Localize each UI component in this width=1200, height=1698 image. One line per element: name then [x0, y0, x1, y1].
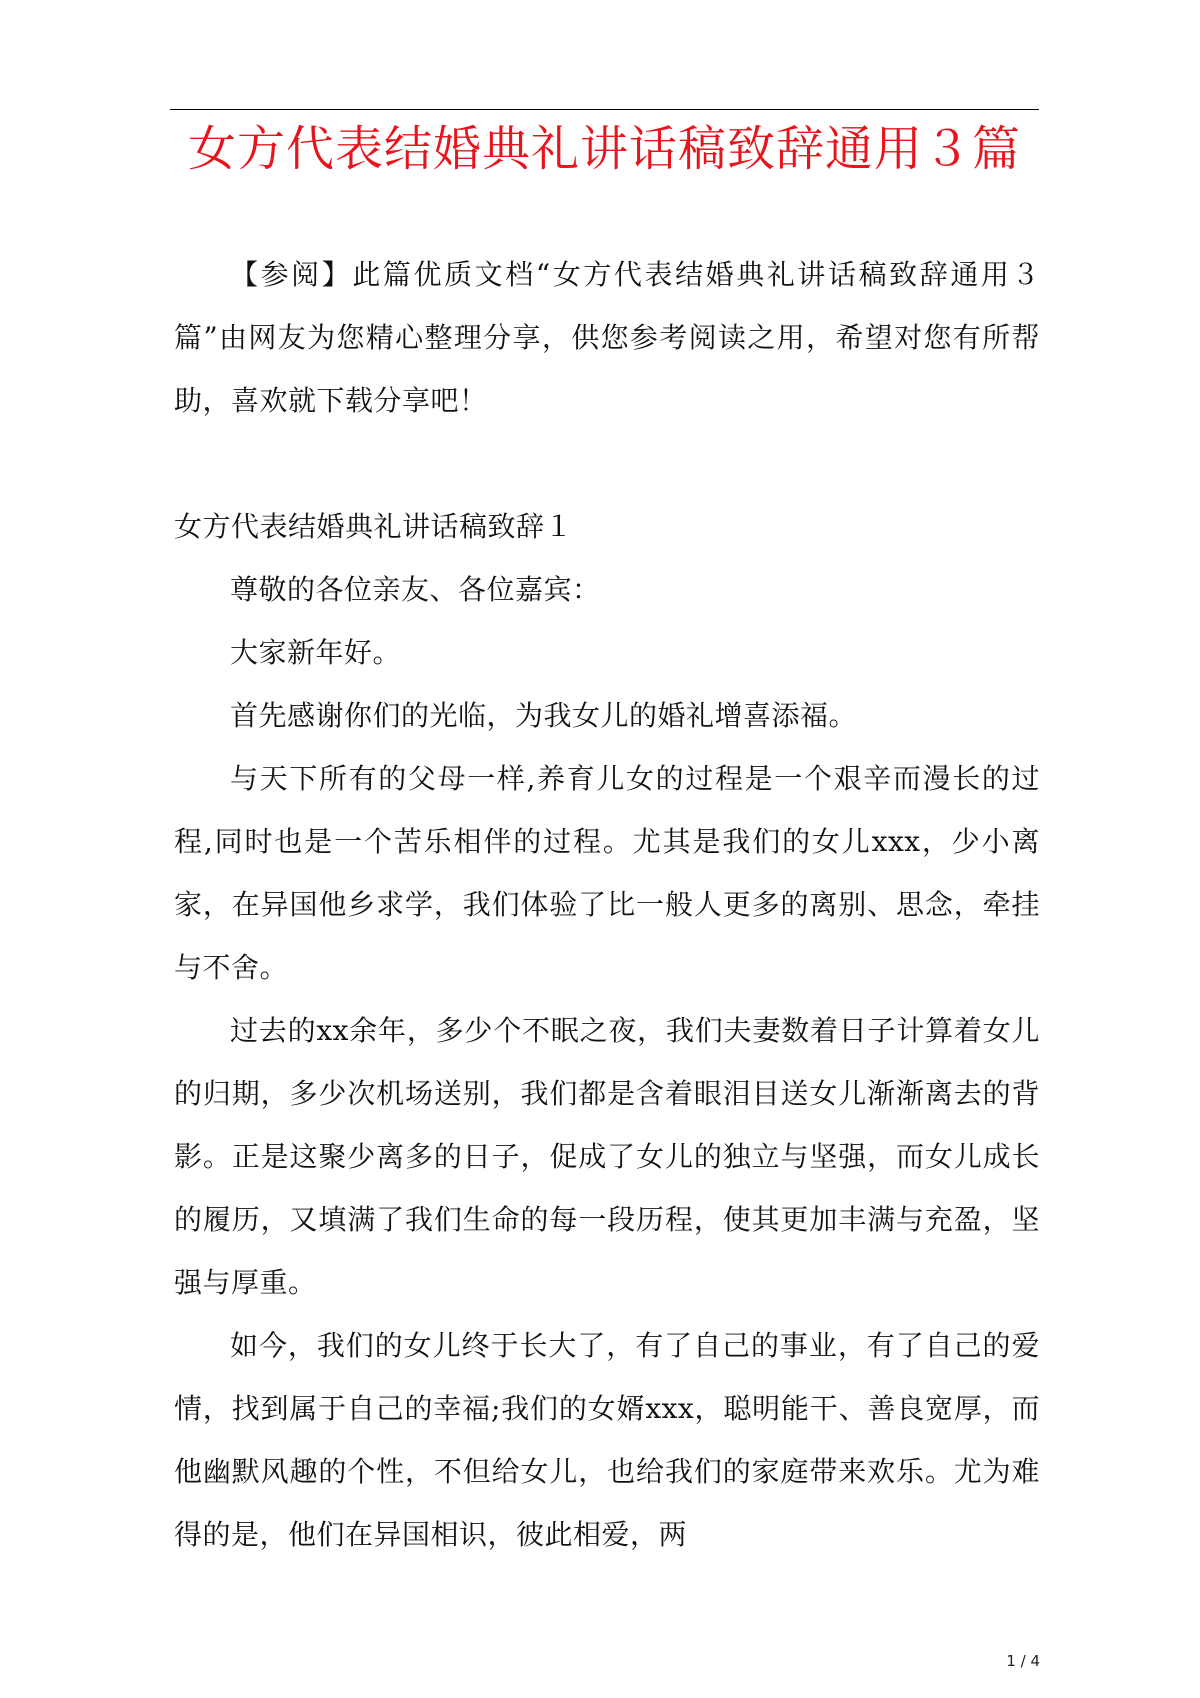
body-paragraph: 过去的xx余年，多少个不眠之夜，我们夫妻数着日子计算着女儿的归期，多少次机场送别，我们都是含着眼泪目送女儿渐渐离去的背影。正是这聚少离多的日子，促成了女儿的独立与坚强，而女儿成长的履历，又填满了我们生命的每一段历程，使其更加丰满与充盈，坚强与厚重。 — [174, 1014, 1040, 1299]
section-heading: 女方代表结婚典礼讲话稿致辞１ — [174, 510, 574, 543]
body-paragraph: 与天下所有的父母一样,养育儿女的过程是一个艰辛而漫长的过程,同时也是一个苦乐相伴的过程。尤其是我们的女儿xxx，少小离家，在异国他乡求学，我们体验了比一般人更多的离别、思念，牵挂与不舍。 — [174, 762, 1040, 984]
header-rule — [170, 109, 1039, 110]
salutation-paragraph: 尊敬的各位亲友、各位嘉宾： — [230, 573, 601, 606]
document-body — [174, 243, 1040, 1566]
paragraph-gap — [174, 432, 1040, 495]
document-title: 女方代表结婚典礼讲话稿致辞通用３篇 — [187, 121, 1021, 177]
greeting-paragraph: 大家新年好。 — [230, 636, 402, 669]
intro-paragraph: 【参阅】此篇优质文档“女方代表结婚典礼讲话稿致辞通用３篇”由网友为您精心整理分享，供您参考阅读之用，希望对您有所帮助，喜欢就下载分享吧！ — [174, 258, 1040, 417]
body-paragraph: 如今，我们的女儿终于长大了，有了自己的事业，有了自己的爱情，找到属于自己的幸福;我们的女婿xxx，聪明能干、善良宽厚，而他幽默风趣的个性，不但给女儿，也给我们的家庭带来欢乐。尤为难得的是，他们在异国相识，彼此相爱，两 — [174, 1329, 1040, 1551]
page-number: 1 / 4 — [1006, 1652, 1040, 1670]
thanks-paragraph: 首先感谢你们的光临，为我女儿的婚礼增喜添福。 — [230, 699, 858, 732]
